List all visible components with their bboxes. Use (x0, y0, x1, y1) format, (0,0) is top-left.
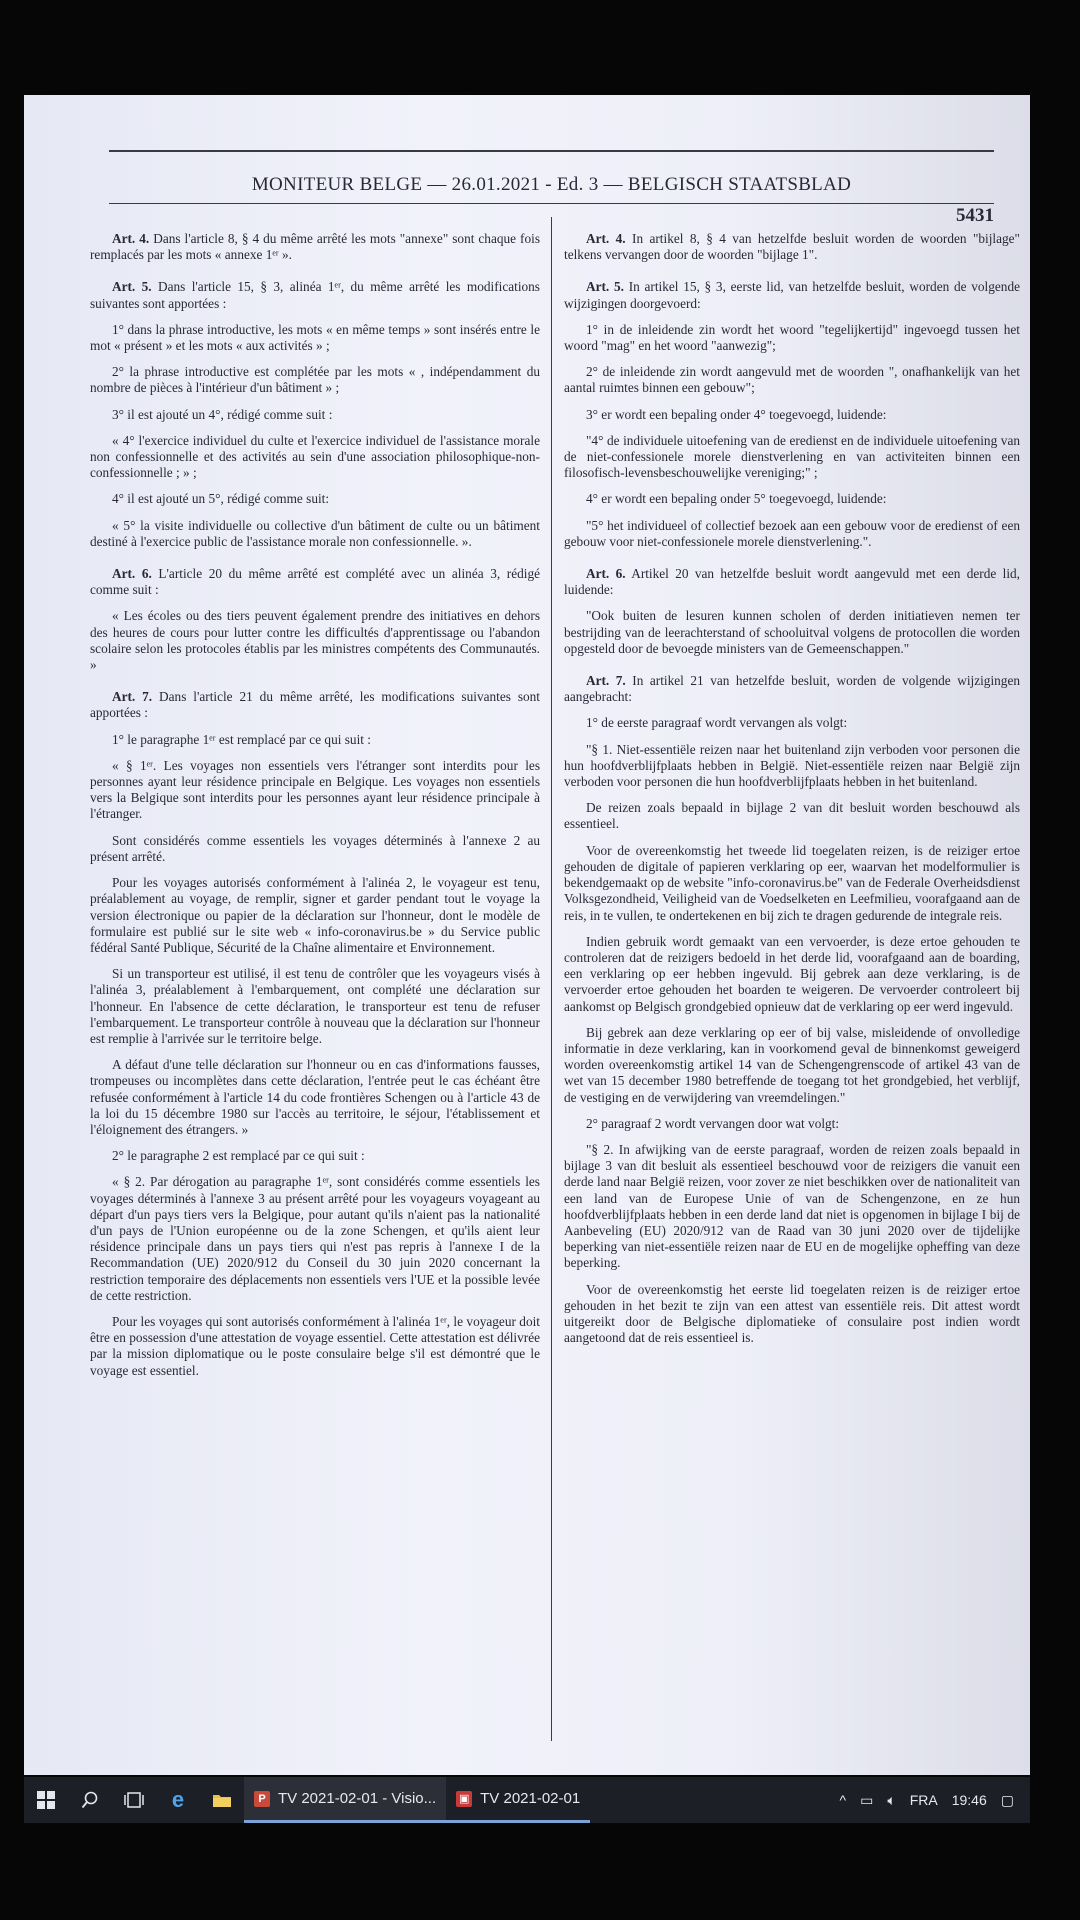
paragraph-text: 4° er wordt een bepaling onder 5° toegevoegd, luidende: (586, 491, 887, 507)
paragraph-text: « § 1ᵉʳ. Les voyages non essentiels vers l'étranger sont interdits pour les personnes ayant leur résidence principale en Belgique. Les voyages non essentiels vers la Belgique sont interdits pour les personnes ayant leur résidence principale à l'étranger. (90, 757, 540, 822)
paragraph-text: "4° de individuele uitoefening van de eredienst en de individuele uitoefening van de niet-confessionele morele dienstverlening en van activiteiten binnen een filosofisch-levensbeschouwelijke vereniging;" ; (564, 432, 1020, 481)
paragraph-text: "Ook buiten de lesuren kunnen scholen of derden initiatieven nemen ter bestrijding van de leerachterstand of schooluitval volgens de protocollen die worden opgesteld door de bevoegde ministers van de Gemeenschappen." (564, 608, 1020, 656)
taskbar-app-pdf[interactable] (446, 1777, 590, 1823)
paragraph-text: "§ 2. In afwijking van de eerste paragraaf, worden de reizen zoals bepaald in bijlage 3 van dit besluit als essentieel beschouwd voor de reizigers die vanuit een derde land naar België reizen, voor zover ze niet beschikken over de nationaliteit van een land van de Europese Unie of van de Schengenzone, en ze hun hoofdverblijfplaats hebben in een derde land dat niet is opgenomen in bijlage I bij de Aanbeveling (EU) 2020/912 van de Raad van 30 juni 2020 over de tijdelijke beperking van niet-essentiële reizen naar de EU en de mogelijke opheffing van deze beperking. (564, 1141, 1020, 1271)
paragraph-text: Si un transporteur est utilisé, il est tenu de contrôler que les voyageurs visés à l'alinéa 3, préalablement à l'embarquement, ont complété une déclaration sur l'honneur. En l'absence de cette déclaration, le transporteur est tenu de refuser l'embarquement. Le transporteur contrôle à nouveau que la déclaration sur l'honneur est remplie à l'arrivée sur le territoire belge. (90, 966, 540, 1046)
pdf-viewer-icon: ▣ (456, 1791, 472, 1807)
paragraph-text: In artikel 8, § 4 van hetzelfde besluit worden de woorden "bijlage" telkens vervangen door de woorden "bijlage 1". (564, 231, 1020, 263)
taskbar (24, 1777, 1030, 1823)
network-icon[interactable]: ▭ (860, 1791, 874, 1808)
paragraph (90, 518, 540, 550)
paragraph (90, 566, 540, 598)
task-view-icon[interactable] (112, 1777, 156, 1823)
page-number: 5431 (956, 205, 994, 226)
paragraph-text: « 4° l'exercice individuel du culte et l'exercice individuel de l'assistance morale non confessionnelle et des activités au sein d'une association philosophique-non-confessionnelle ; » ; (90, 432, 540, 481)
taskbar-app-label: TV 2021-02-01 - Visio... (278, 1790, 437, 1807)
paragraph-text: Dans l'article 15, § 3, alinéa 1ᵉʳ, du même arrêté les modifications suivantes sont apportées : (90, 279, 540, 311)
paragraph (90, 1057, 540, 1138)
paragraph (564, 491, 1020, 507)
paragraph-text: 4° il est ajouté un 5°, rédigé comme suit: (112, 491, 330, 507)
paragraph (564, 322, 1020, 354)
paragraph-text: 3° er wordt een bepaling onder 4° toegevoegd, luidende: (586, 406, 887, 422)
french-column (90, 215, 540, 1741)
paragraph (90, 279, 540, 311)
paragraph-text: Voor de overeenkomstig het tweede lid toegelaten reizen, is de reiziger ertoe gehouden de digitale of papieren verklaring op eer, waarvan het modelformulier is bekendgemaakt op de website "info-coronavirus.be" van de Federale Overheidsdienst Volksgezondheid, Veiligheid van de Voedselketen en Leefmilieu, voorafgaand aan de reis, in te vullen, te ondertekenen en bij zich te dragen gedurende de integrale reis. (564, 842, 1020, 923)
document-page (24, 95, 1030, 1775)
paragraph-text: 2° de inleidende zin wordt aangevuld met de woorden ", onafhankelijk van het aantal ruimtes binnen een gebouw"; (564, 364, 1020, 396)
column-divider (551, 217, 552, 1741)
system-tray (840, 1792, 1031, 1809)
paragraph-text: 2° la phrase introductive est complétée par les mots « , indépendamment du nombre de pièces à l'intérieur d'un bâtiment » ; (90, 364, 540, 396)
paragraph-text: In artikel 21 van hetzelfde besluit, worden de volgende wijzigingen aangebracht: (564, 673, 1020, 705)
paragraph-text: Dans l'article 21 du même arrêté, les modifications suivantes sont apportées : (90, 689, 540, 721)
paragraph (564, 843, 1020, 924)
paragraph (564, 1025, 1020, 1106)
paragraph (90, 1174, 540, 1304)
search-icon[interactable] (68, 1777, 112, 1823)
paragraph-text: A défaut d'une telle déclaration sur l'honneur ou en cas d'informations fausses, trompeuses ou incomplètes dans cette déclaration, l'entrée peut le cas échéant être refusée conformément à l'article 14 du code frontières Schengen ou à l'article 43 de la loi du 15 décembre 1980 sur l'accès au territoire, le séjour, l'établissement et l'éloignement des étrangers. » (90, 1057, 540, 1137)
paragraph (564, 279, 1020, 311)
article-number: Art. 5. (112, 279, 152, 295)
article-number: Art. 7. (112, 689, 153, 705)
paragraph-text: 1° dans la phrase introductive, les mots « en même temps » sont insérés entre le mot « présent » et les mots « aux activités » ; (90, 321, 540, 354)
paragraph (564, 518, 1020, 550)
paragraph-text: Dans l'article 8, § 4 du même arrêté les mots "annexe" sont chaque fois remplacés par les mots « annexe 1ᵉʳ ». (90, 231, 540, 263)
paragraph-text: Bij gebrek aan deze verklaring op eer of bij valse, misleidende of onvolledige informatie in deze verklaring, kan in voorkomend geval de binnenkomst geweigerd worden overeenkomstig artikel 14 van de Schengengrenscode of artikel 43 van de wet van 15 december 1980 betreffende de toegang tot het grondgebied, het verblijf, de vestiging en de verwijdering van vreemdelingen." (564, 1024, 1020, 1105)
powerpoint-icon: P (254, 1791, 270, 1807)
paragraph-text: 3° il est ajouté un 4°, rédigé comme suit : (112, 406, 333, 422)
paragraph (90, 758, 540, 823)
paragraph (90, 732, 540, 748)
paragraph (90, 875, 540, 956)
paragraph-text: « Les écoles ou des tiers peuvent également prendre des initiatives en dehors des heures de cours pour lutter contre les difficultés d'apprentissage ou l'abandon scolaire selon les protocoles établis par les ministres compétents des Communautés. » (90, 608, 540, 673)
paragraph-text: 1° le paragraphe 1ᵉʳ est remplacé par ce qui suit : (112, 731, 371, 747)
paragraph (564, 673, 1020, 705)
paragraph-text: In artikel 15, § 3, eerste lid, van hetzelfde besluit, worden de volgende wijzigingen doorgevoerd: (564, 279, 1020, 311)
dutch-column (564, 215, 1020, 1741)
paragraph-text: 1° de eerste paragraaf wordt vervangen als volgt: (586, 715, 848, 731)
paragraph-text: Sont considérés comme essentiels les voyages déterminés à l'annexe 2 au présent arrêté. (90, 832, 540, 864)
paragraph-text: Artikel 20 van hetzelfde besluit wordt aangevuld met een derde lid, luidende: (564, 566, 1020, 598)
paragraph-text: "5° het individueel of collectief bezoek aan een gebouw voor de eredienst of een gebouw voor niet-confessionele morele dienstverlening.". (564, 517, 1020, 549)
paragraph-text: De reizen zoals bepaald in bijlage 2 van dit besluit worden beschouwd als essentieel. (564, 800, 1020, 832)
paragraph (564, 800, 1020, 832)
language-indicator[interactable]: FRA (909, 1792, 938, 1808)
paragraph (564, 1116, 1020, 1132)
paragraph-text: "§ 1. Niet-essentiële reizen naar het buitenland zijn verboden voor personen die hun hoofdverblijfplaats hebben in België. Niet-essentiële reizen naar België zijn verboden voor personen die hun hoofdverblijfplaats hebben in het buitenland. (564, 741, 1020, 790)
article-number: Art. 6. (112, 566, 152, 582)
paragraph-text: 2° paragraaf 2 wordt vervangen door wat volgt: (586, 1115, 840, 1131)
paragraph-text: 1° in de inleidende zin wordt het woord "tegelijkertijd" ingevoegd tussen het woord "mag" en het woord "aanwezig"; (564, 321, 1020, 354)
paragraph (564, 433, 1020, 482)
paragraph (90, 966, 540, 1047)
paragraph (564, 742, 1020, 791)
paragraph (90, 1314, 540, 1379)
paragraph (564, 364, 1020, 396)
article-number: Art. 5. (586, 279, 624, 295)
paragraph (564, 1142, 1020, 1272)
article-number: Art. 4. (586, 231, 626, 246)
paragraph (90, 433, 540, 482)
paragraph-text: Voor de overeenkomstig het eerste lid toegelaten reizen is de reiziger ertoe gehouden in het bezit te zijn van een attest van essentiële reis. Dit attest wordt uitgereikt door de Belgische diplomatieke of consulaire post indien wordt aangetoond dat de reis essentieel is. (564, 1281, 1020, 1346)
paragraph (564, 934, 1020, 1015)
paragraph (90, 608, 540, 673)
paragraph (564, 608, 1020, 657)
paragraph (564, 231, 1020, 263)
paragraph (90, 364, 540, 396)
paragraph-text: L'article 20 du même arrêté est complété avec un alinéa 3, rédigé comme suit : (90, 566, 540, 598)
paragraph (90, 1148, 540, 1164)
paragraph-text: Indien gebruik wordt gemaakt van een vervoerder, is deze ertoe gehouden te controleren dat de reizigers bedoeld in het derde lid, voorafgaand aan de boarding, een verklaring op eer hebben ingevuld. Bij gebrek aan deze verklaring, is de vervoerder ertoe gehouden het boarden te weigeren. De vervoerder controleert bij aankomst op Belgisch grondgebied opnieuw dat de verklaring op eer werd ingevuld. (564, 933, 1020, 1014)
paragraph (90, 231, 540, 263)
paragraph (564, 715, 1020, 731)
paragraph (90, 322, 540, 354)
article-number: Art. 4. (112, 231, 150, 246)
paragraph-text: 2° le paragraphe 2 est remplacé par ce qui suit : (112, 1148, 365, 1164)
paragraph (564, 1282, 1020, 1347)
paragraph (564, 407, 1020, 423)
paragraph-text: « § 2. Par dérogation au paragraphe 1ᵉʳ, sont considérés comme essentiels les voyages déterminés à l'annexe 3 au présent arrêté pour les voyageurs voyageant au départ d'un pays tiers vers la Belgique, pour autant qu'ils n'aient pas la nationalité d'un pays de l'Union européenne ou de la zone Schengen, et qu'ils aient leur résidence principale dans un pays tiers qui n'est pas repris à l'annexe I de la Recommandation (UE) 2020/912 du Conseil du 30 juin 2020 concernant la restriction temporaire des déplacements non essentiels vers l'UE et la possible levée de cette restriction. (90, 1174, 540, 1303)
header-rule-bottom (109, 203, 994, 204)
taskbar-app-visio[interactable] (244, 1777, 446, 1823)
paragraph (90, 833, 540, 865)
article-number: Art. 7. (586, 673, 626, 689)
file-explorer-icon[interactable] (200, 1777, 244, 1823)
paragraph (90, 407, 540, 423)
header-rule-top (109, 150, 994, 152)
paragraph-text: Pour les voyages autorisés conformément à l'alinéa 2, le voyageur est tenu, préalablement au voyage, de remplir, signer et garder pendant tout le voyage la version électronique ou papier de la déclaration sur l'honneur, dont le modèle de formulaire est publié sur le site web « info-coronavirus.be » du Service public fédéral Santé Publique, Sécurité de la Chaîne alimentaire et Environnement. (90, 875, 540, 955)
notification-icon[interactable]: ▢ (1000, 1791, 1014, 1808)
paragraph-text: Pour les voyages qui sont autorisés conformément à l'alinéa 1ᵉʳ, le voyageur doit être en possession d'une attestation de voyage essentiel. Cette attestation est délivrée par la mission diplomatique ou le poste consulaire belge s'il est démontré que le voyage est essentiel. (90, 1313, 540, 1378)
paragraph (90, 689, 540, 721)
paragraph-text: « 5° la visite individuelle ou collective d'un bâtiment de culte ou un bâtiment destiné à l'exercice public de l'assistance morale non confessionnelle. ». (90, 517, 540, 549)
chevron-up-icon[interactable]: ^ (839, 1792, 847, 1808)
clock[interactable]: 19:46 (951, 1792, 987, 1808)
page-header: MONITEUR BELGE — 26.01.2021 - Ed. 3 — BELGISCH STAATSBLAD (251, 174, 852, 195)
paragraph (564, 566, 1020, 598)
paragraph (90, 491, 540, 507)
edge-browser-icon[interactable]: e (171, 1787, 185, 1812)
taskbar-app-label: TV 2021-02-01 (480, 1790, 581, 1807)
article-number: Art. 6. (586, 566, 626, 582)
windows-start-icon[interactable] (24, 1777, 68, 1823)
volume-icon[interactable]: 🔈︎ (887, 1791, 896, 1808)
